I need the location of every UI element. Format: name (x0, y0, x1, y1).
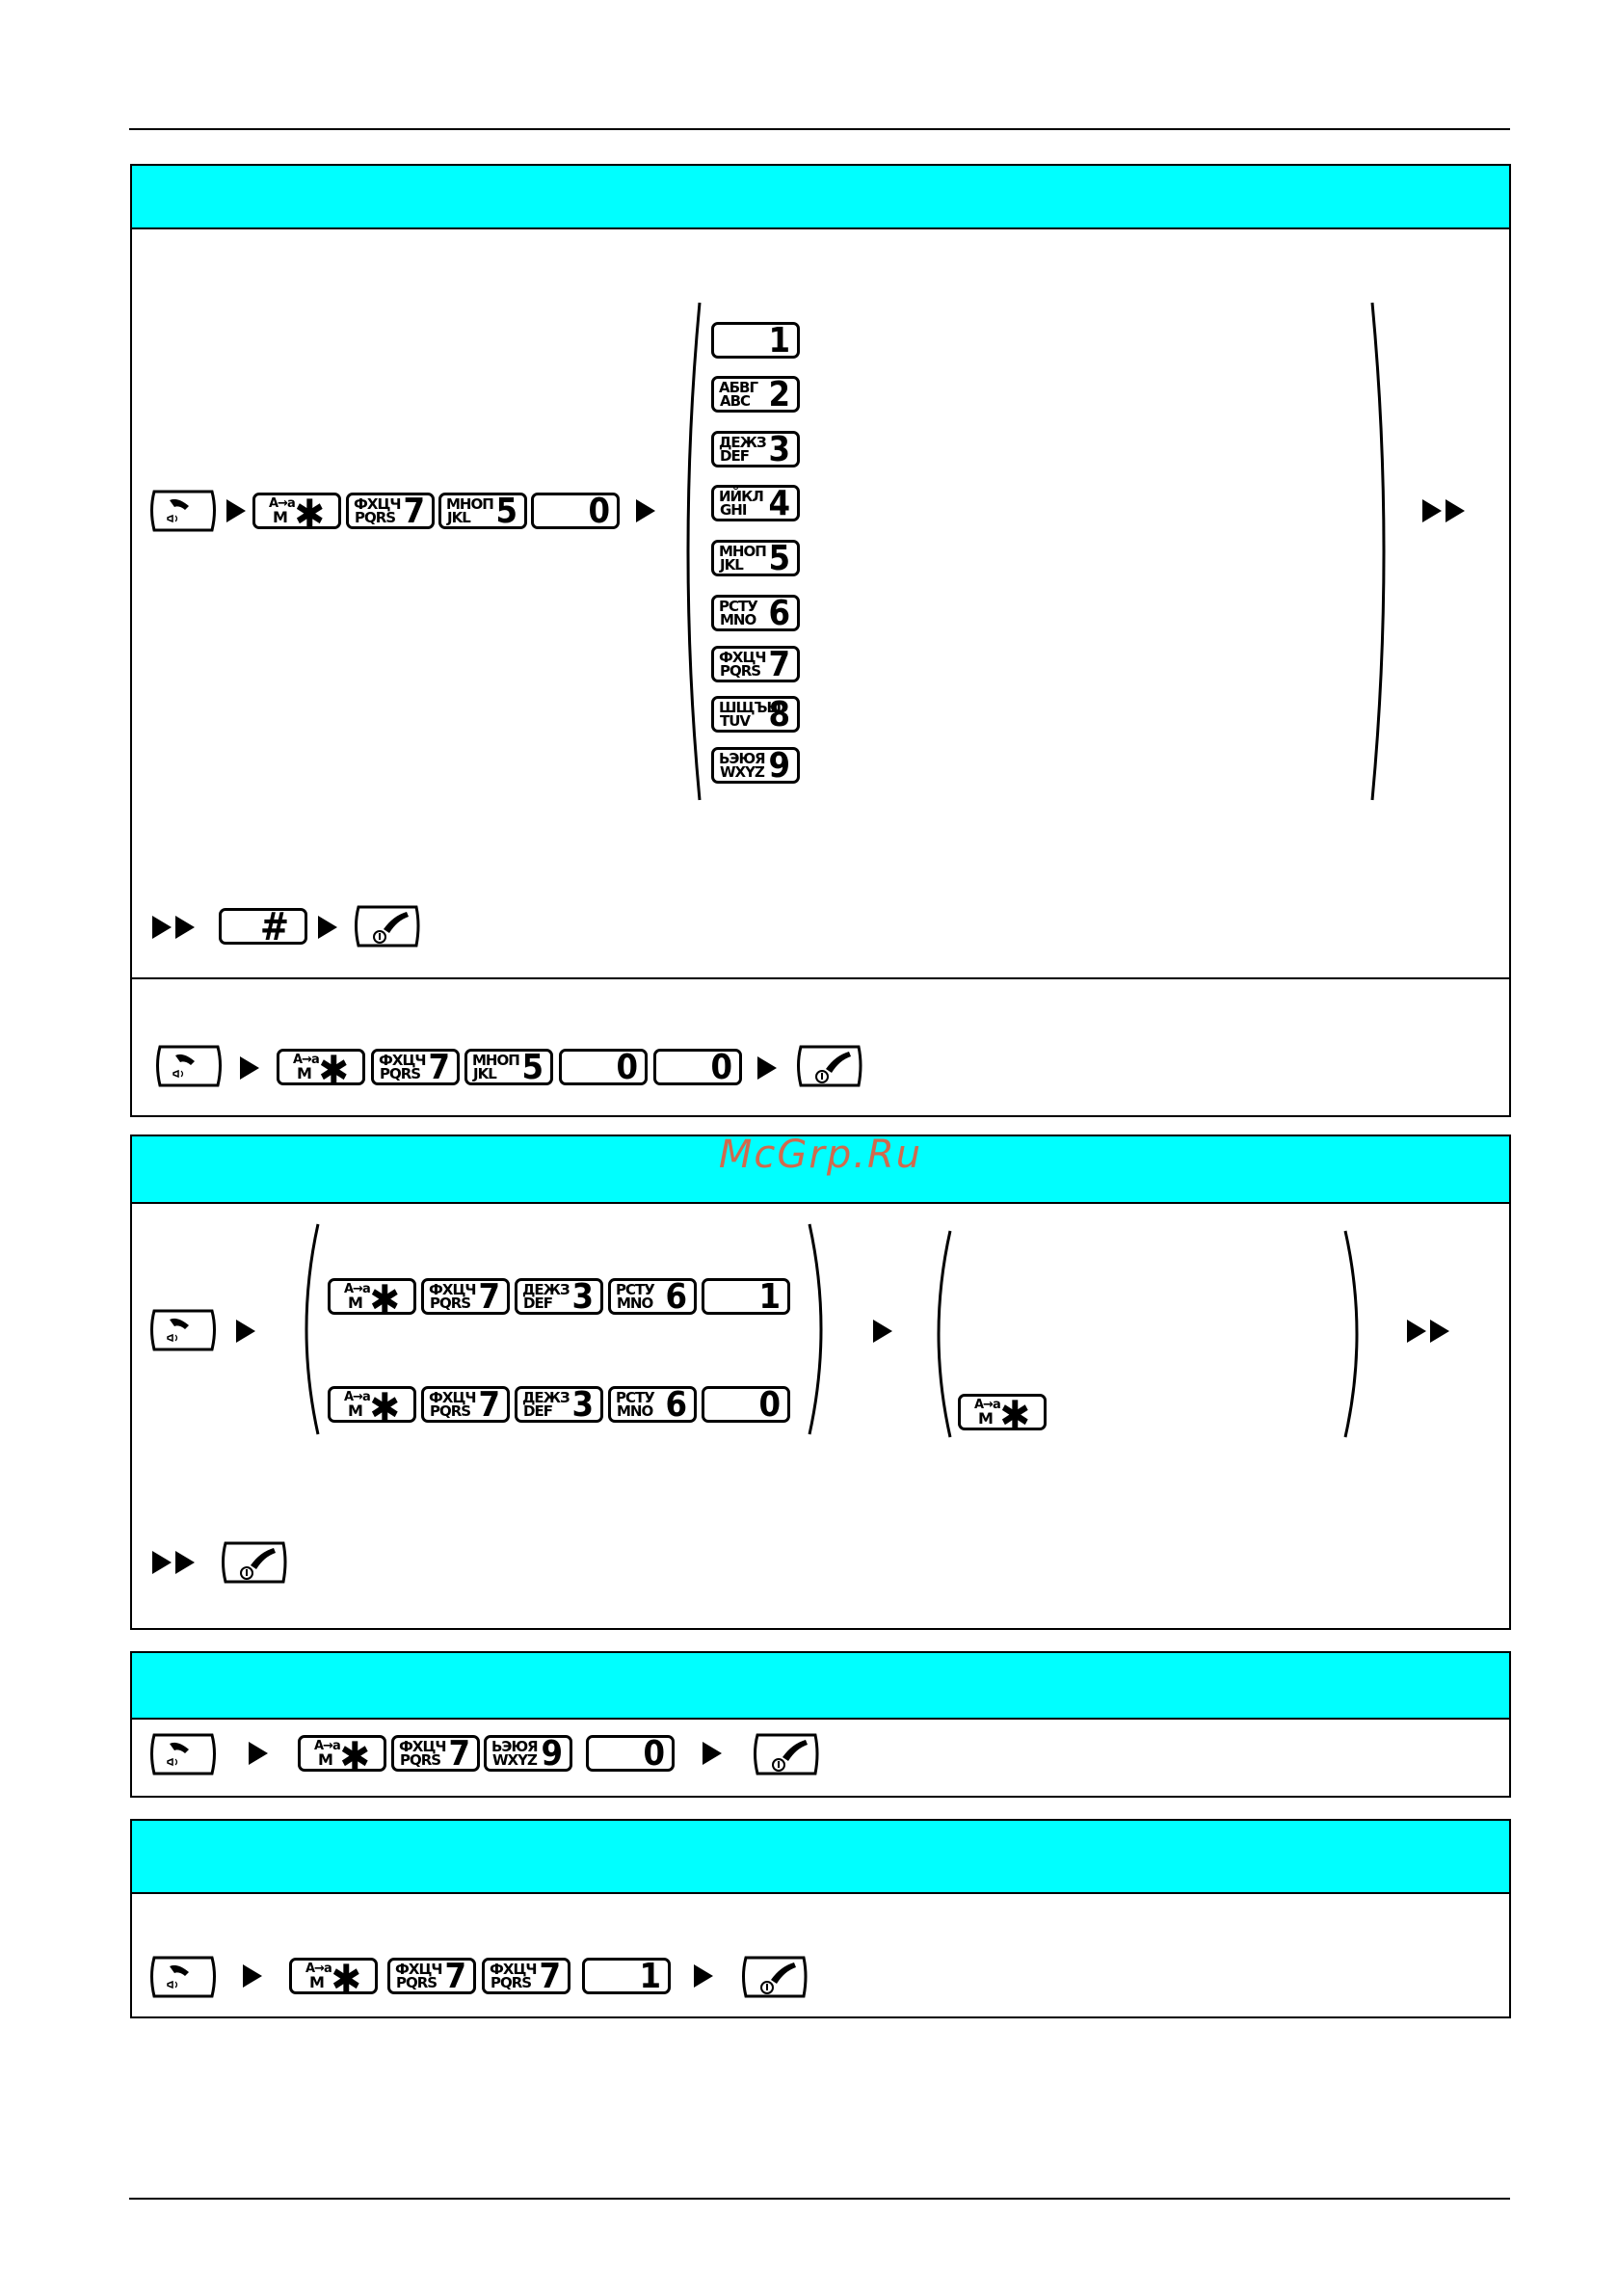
key-letters-bottom: M (273, 508, 287, 526)
key-digit: 3 (571, 1385, 594, 1425)
key-digit: 5 (521, 1048, 544, 1087)
arrow-icon (873, 1320, 892, 1343)
panel-3 (130, 1651, 1511, 1798)
arrow-icon (1422, 499, 1442, 522)
key-letters-top: АБВГ (719, 379, 758, 396)
key-letters-bottom: M (348, 1402, 362, 1420)
key-letters-bottom: M (309, 1973, 324, 1991)
key-k7[interactable] (421, 1386, 510, 1423)
key-hash[interactable] (219, 905, 307, 949)
key-digit: 7 (478, 1277, 500, 1317)
key-letters-bottom: JKL (473, 1065, 496, 1082)
key-digit: 1 (768, 321, 790, 360)
key-letters-bottom: M (978, 1409, 993, 1428)
key-digit: 7 (768, 645, 790, 684)
watermark: McGrp.Ru (718, 1133, 923, 1177)
key-digit: 0 (643, 1734, 665, 1774)
key-k3[interactable] (711, 431, 800, 467)
key-letters-top: РСТУ (616, 1281, 654, 1298)
top-rule (129, 128, 1510, 130)
key-digit: 9 (768, 746, 790, 786)
key-digit: 7 (403, 492, 425, 531)
key-letters-bottom: WXYZ (492, 1751, 537, 1769)
key-k0[interactable] (702, 1386, 790, 1423)
bracket-left (293, 1222, 322, 1436)
key-star[interactable] (298, 1733, 386, 1780)
handset-offhook-icon[interactable] (150, 489, 220, 533)
panel-3-header (132, 1653, 1509, 1720)
key-letters-bottom: M (297, 1064, 311, 1082)
key-k3[interactable] (515, 1278, 603, 1315)
arrow-icon (694, 1964, 713, 1988)
key-letters-top: ДЕЖЗ (522, 1389, 570, 1406)
arrow-icon (1430, 1320, 1449, 1343)
key-letters-top: A→a (974, 1398, 1000, 1412)
key-letters-bottom: TUV (720, 712, 751, 730)
panel-1 (130, 164, 1511, 1117)
handset-onhook-icon[interactable] (218, 1540, 287, 1585)
key-letters-bottom: WXYZ (720, 763, 764, 781)
key-k6[interactable] (608, 1386, 697, 1423)
bottom-rule (129, 2198, 1510, 2200)
key-letters-top: A→a (344, 1390, 370, 1404)
key-digit: ✱ (331, 1956, 361, 2003)
key-letters-bottom: M (318, 1750, 332, 1769)
key-digit: ✱ (369, 1384, 400, 1431)
key-k7[interactable] (371, 1049, 460, 1085)
key-digit: 0 (758, 1385, 781, 1425)
key-k0[interactable] (559, 1049, 648, 1085)
key-letters-bottom: PQRS (430, 1295, 471, 1312)
arrow-icon (236, 1320, 255, 1343)
key-letters-bottom: DEF (523, 1402, 552, 1420)
key-star[interactable] (328, 1384, 416, 1431)
key-k1[interactable] (582, 1958, 671, 1994)
key-star[interactable] (252, 491, 341, 538)
key-letters-top: ФХЦЧ (719, 649, 766, 666)
handset-onhook-icon[interactable] (351, 904, 420, 948)
handset-onhook-icon[interactable] (750, 1732, 819, 1776)
bracket-left (675, 301, 703, 802)
key-letters-top: ЬЭЮЯ (719, 750, 765, 767)
key-digit: 7 (444, 1957, 466, 1996)
handset-offhook-icon[interactable] (150, 1308, 220, 1352)
key-letters-top: ЬЭЮЯ (491, 1738, 538, 1755)
key-letters-top: ФХЦЧ (490, 1961, 537, 1978)
key-letters-bottom: JKL (720, 556, 743, 574)
key-letters-bottom: PQRS (491, 1974, 532, 1991)
key-k6[interactable] (608, 1278, 697, 1315)
key-letters-bottom: MNO (617, 1295, 653, 1312)
key-digit: 7 (428, 1048, 450, 1087)
key-star[interactable] (277, 1047, 365, 1094)
key-k7[interactable] (346, 493, 435, 529)
key-letters-bottom: PQRS (430, 1402, 471, 1420)
key-k5[interactable] (438, 493, 527, 529)
key-letters-bottom: PQRS (720, 662, 761, 680)
arrow-icon (318, 916, 337, 939)
panel-4-header (132, 1821, 1509, 1894)
bracket-left (925, 1229, 954, 1439)
key-digit: 6 (665, 1385, 687, 1425)
key-letters-bottom: MNO (720, 611, 756, 628)
key-digit: 1 (758, 1277, 781, 1317)
key-digit: 5 (768, 539, 790, 578)
key-letters-top: ФХЦЧ (429, 1389, 476, 1406)
key-digit: 3 (571, 1277, 594, 1317)
key-digit: 7 (478, 1385, 500, 1425)
handset-onhook-icon[interactable] (793, 1044, 862, 1088)
key-digit: 4 (768, 484, 790, 523)
key-k2[interactable] (711, 376, 800, 413)
key-letters-top: МНОП (472, 1052, 519, 1069)
key-digit: 0 (588, 492, 610, 531)
key-letters-top: ФХЦЧ (354, 495, 401, 513)
key-letters-top: МНОП (446, 495, 493, 513)
key-digit: 3 (768, 430, 790, 469)
key-digit: 8 (768, 695, 790, 734)
key-k7[interactable] (421, 1278, 510, 1315)
arrow-icon (175, 1551, 195, 1574)
arrow-icon (1407, 1320, 1426, 1343)
key-star[interactable] (289, 1956, 378, 2003)
handset-offhook-icon[interactable] (150, 1732, 220, 1776)
key-k7[interactable] (482, 1958, 570, 1994)
key-letters-bottom: JKL (447, 509, 470, 526)
key-letters-bottom: M (348, 1294, 362, 1312)
key-letters-top: РСТУ (719, 598, 757, 615)
panel-1-divider (132, 977, 1509, 979)
arrow-icon (175, 916, 195, 939)
key-k4[interactable] (711, 485, 800, 521)
key-letters-top: A→a (293, 1053, 319, 1067)
key-letters-top: A→a (314, 1739, 340, 1753)
key-k0[interactable] (531, 493, 620, 529)
handset-offhook-icon[interactable] (156, 1044, 225, 1088)
key-digit: ✱ (999, 1392, 1030, 1439)
key-digit: 9 (541, 1734, 563, 1774)
key-star[interactable] (328, 1276, 416, 1323)
key-digit: 2 (768, 375, 790, 414)
arrow-icon (240, 1056, 259, 1080)
key-k7[interactable] (711, 646, 800, 682)
key-digit: 7 (539, 1957, 561, 1996)
panel-2-header (132, 1133, 1509, 1204)
key-k0[interactable] (653, 1049, 742, 1085)
key-digit: ✱ (339, 1733, 370, 1780)
key-digit: 7 (448, 1734, 470, 1774)
key-k8[interactable] (711, 696, 800, 733)
key-letters-bottom: PQRS (396, 1974, 438, 1991)
key-k0[interactable] (586, 1735, 675, 1772)
key-letters-top: ШЩЪЫ (719, 699, 782, 716)
arrow-icon (243, 1964, 262, 1988)
key-letters-bottom: DEF (523, 1295, 552, 1312)
key-letters-bottom: PQRS (355, 509, 396, 526)
handset-onhook-icon[interactable] (738, 1955, 808, 1999)
key-letters-top: A→a (344, 1282, 370, 1296)
key-digit: ✱ (318, 1047, 349, 1094)
key-k1[interactable] (711, 322, 800, 359)
key-k5[interactable] (711, 540, 800, 576)
arrow-icon (152, 916, 172, 939)
key-letters-top: ФХЦЧ (399, 1738, 446, 1755)
key-letters-top: A→a (305, 1962, 332, 1976)
key-k7[interactable] (387, 1958, 476, 1994)
arrow-icon (226, 499, 246, 522)
key-k7[interactable] (391, 1735, 480, 1772)
key-letters-top: ФХЦЧ (379, 1052, 426, 1069)
handset-offhook-icon[interactable] (150, 1955, 220, 1999)
key-digit: ✱ (294, 491, 325, 538)
key-star[interactable] (958, 1392, 1047, 1439)
panel-1-header (132, 166, 1509, 229)
key-digit: 0 (710, 1048, 732, 1087)
bracket-right (1368, 301, 1397, 802)
key-letters-bottom: ABC (720, 392, 751, 410)
arrow-icon (757, 1056, 777, 1080)
key-k9[interactable] (711, 747, 800, 784)
bracket-right (1341, 1229, 1370, 1439)
key-k3[interactable] (515, 1386, 603, 1423)
bracket-right (806, 1222, 835, 1436)
key-digit: 1 (639, 1957, 661, 1996)
key-k6[interactable] (711, 595, 800, 631)
arrow-icon (1446, 499, 1465, 522)
key-digit: ✱ (369, 1276, 400, 1323)
arrow-icon (636, 499, 655, 522)
key-letters-top: ИЙКЛ (719, 488, 763, 505)
key-k5[interactable] (464, 1049, 553, 1085)
key-letters-top: РСТУ (616, 1389, 654, 1406)
arrow-icon (249, 1742, 268, 1765)
key-letters-bottom: GHI (720, 501, 747, 519)
arrow-icon (152, 1551, 172, 1574)
key-letters-top: ФХЦЧ (395, 1961, 442, 1978)
key-k1[interactable] (702, 1278, 790, 1315)
arrow-icon (703, 1742, 722, 1765)
key-digit: 6 (768, 594, 790, 633)
key-letters-bottom: PQRS (380, 1065, 421, 1082)
key-letters-top: A→a (269, 496, 295, 511)
key-letters-bottom: PQRS (400, 1751, 441, 1769)
key-digit: 0 (616, 1048, 638, 1087)
key-k9[interactable] (484, 1735, 572, 1772)
key-letters-top: ДЕЖЗ (522, 1281, 570, 1298)
key-digit: 6 (665, 1277, 687, 1317)
key-digit: 5 (495, 492, 517, 531)
key-digit: # (259, 905, 289, 949)
key-letters-bottom: DEF (720, 447, 749, 465)
key-letters-bottom: MNO (617, 1402, 653, 1420)
key-letters-top: ФХЦЧ (429, 1281, 476, 1298)
key-letters-top: МНОП (719, 543, 766, 560)
key-letters-top: ДЕЖЗ (719, 434, 766, 451)
